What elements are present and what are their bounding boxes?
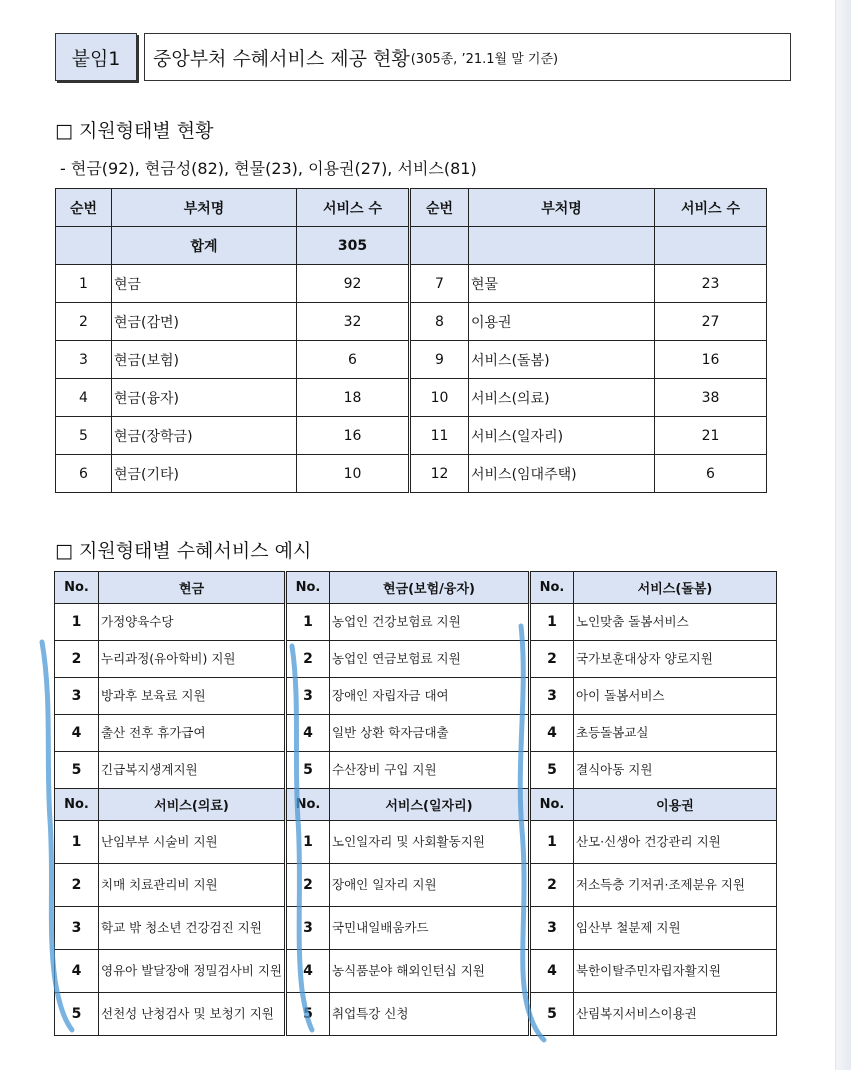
empty-cell [655,227,767,265]
row-number: 6 [56,455,112,493]
header-cell: 부처명 [469,189,655,227]
row-number: 5 [286,752,330,789]
row-number: 1 [55,604,99,641]
service-name: 농식품분야 해외인턴십 지원 [330,950,530,993]
header-cell: 서비스(일자리) [330,789,530,821]
row-number: 4 [55,715,99,752]
service-name: 취업특강 신청 [330,993,530,1036]
header-cell: No. [286,789,330,821]
row-type: 이용권 [469,303,655,341]
table-row [55,641,777,678]
service-name: 학교 밖 청소년 건강검진 지원 [99,907,286,950]
row-number: 4 [286,950,330,993]
service-name: 누리과정(유아학비) 지원 [99,641,286,678]
row-number: 2 [530,641,574,678]
page-scroll-edge [835,0,851,1070]
row-number: 2 [56,303,112,341]
service-name: 농업인 연금보험료 지원 [330,641,530,678]
table-row [55,715,777,752]
service-name: 산모·신생아 건강관리 지원 [574,821,777,864]
row-type: 현금(융자) [112,379,297,417]
row-count: 16 [297,417,410,455]
service-name: 임산부 철분제 지원 [574,907,777,950]
header-cell: 서비스(돌봄) [574,572,777,604]
row-number: 4 [530,950,574,993]
row-count: 21 [655,417,767,455]
header-cell: 현금(보험/융자) [330,572,530,604]
table-row [55,752,777,789]
service-name: 긴급복지생계지원 [99,752,286,789]
row-number: 4 [286,715,330,752]
row-count: 92 [297,265,410,303]
row-count: 32 [297,303,410,341]
row-type: 현물 [469,265,655,303]
header-cell: No. [530,789,574,821]
table-row [55,907,777,950]
row-number: 3 [286,678,330,715]
service-name: 장애인 일자리 지원 [330,864,530,907]
row-number: 1 [56,265,112,303]
row-number: 5 [530,993,574,1036]
service-name: 국민내일배움카드 [330,907,530,950]
section1-summary: - 현금(92), 현금성(82), 현물(23), 이용권(27), 서비스(81) [60,159,477,178]
total-row [56,227,767,265]
header-cell: 서비스 수 [297,189,410,227]
service-name: 노인일자리 및 사회활동지원 [330,821,530,864]
row-count: 27 [655,303,767,341]
row-count: 6 [655,455,767,493]
attachment-tag: 붙임1 [55,33,137,81]
header-cell: 순번 [56,189,112,227]
row-number: 2 [55,864,99,907]
service-name: 결식아동 지원 [574,752,777,789]
table-row [56,265,767,303]
table-row [55,950,777,993]
row-count: 10 [297,455,410,493]
row-type: 서비스(임대주택) [469,455,655,493]
table-row [56,303,767,341]
total-count: 305 [297,227,410,265]
table-row [56,341,767,379]
row-number: 12 [410,455,469,493]
table-row [55,993,777,1036]
service-name: 북한이탈주민자립자활지원 [574,950,777,993]
service-name: 저소득층 기저귀·조제분유 지원 [574,864,777,907]
empty-cell [469,227,655,265]
header-cell: 서비스 수 [655,189,767,227]
service-name: 장애인 자립자금 대여 [330,678,530,715]
row-number: 3 [55,907,99,950]
row-number: 1 [530,604,574,641]
row-type: 현금(감면) [112,303,297,341]
service-examples-table [54,571,777,1036]
row-number: 8 [410,303,469,341]
header-cell: No. [530,572,574,604]
row-number: 3 [286,907,330,950]
row-number: 1 [530,821,574,864]
row-number: 5 [55,752,99,789]
row-type: 현금 [112,265,297,303]
row-type: 현금(보험) [112,341,297,379]
table-row [56,455,767,493]
service-name: 가정양육수당 [99,604,286,641]
row-number: 3 [55,678,99,715]
service-name: 영유아 발달장애 정밀검사비 지원 [99,950,286,993]
row-type: 현금(장학금) [112,417,297,455]
row-count: 6 [297,341,410,379]
service-name: 아이 돌봄서비스 [574,678,777,715]
row-number: 2 [286,864,330,907]
row-number: 3 [56,341,112,379]
header-cell: 순번 [410,189,469,227]
header [55,33,791,81]
row-number: 1 [286,821,330,864]
row-number: 7 [410,265,469,303]
row-number: 2 [530,864,574,907]
service-name: 국가보훈대상자 양로지원 [574,641,777,678]
row-number: 2 [286,641,330,678]
row-type: 서비스(돌봄) [469,341,655,379]
header-cell: 이용권 [574,789,777,821]
row-type: 현금(기타) [112,455,297,493]
table-row [56,379,767,417]
row-number: 1 [286,604,330,641]
table-header-row [55,572,777,604]
page-title [144,33,791,81]
section1-title: □ 지원형태별 현황 [55,120,214,142]
service-name: 치매 치료관리비 지원 [99,864,286,907]
service-name: 초등돌봄교실 [574,715,777,752]
title-subtitle: (305종, ’21.1월 말 기준) [410,51,559,67]
row-count: 38 [655,379,767,417]
service-name: 농업인 건강보험료 지원 [330,604,530,641]
service-name: 출산 전후 휴가급여 [99,715,286,752]
header-cell: No. [286,572,330,604]
table-header-row [56,189,767,227]
row-number: 1 [55,821,99,864]
row-count: 23 [655,265,767,303]
header-cell: 부처명 [112,189,297,227]
row-number: 4 [56,379,112,417]
row-number: 5 [55,993,99,1036]
row-number: 4 [530,715,574,752]
service-name: 선천성 난청검사 및 보청기 지원 [99,993,286,1036]
service-name: 방과후 보육료 지원 [99,678,286,715]
row-count: 16 [655,341,767,379]
total-label: 합계 [112,227,297,265]
table-header-row [55,789,777,821]
table-row [55,678,777,715]
table-row [56,417,767,455]
row-number: 4 [55,950,99,993]
header-cell: 현금 [99,572,286,604]
service-name: 노인맞춤 돌봄서비스 [574,604,777,641]
support-type-table [55,188,767,493]
row-number: 9 [410,341,469,379]
row-type: 서비스(의료) [469,379,655,417]
empty-cell [410,227,469,265]
row-number: 3 [530,678,574,715]
table-row [55,604,777,641]
row-number: 2 [55,641,99,678]
row-type: 서비스(일자리) [469,417,655,455]
row-number: 5 [530,752,574,789]
empty-cell [56,227,112,265]
header-cell: 서비스(의료) [99,789,286,821]
row-count: 18 [297,379,410,417]
service-name: 일반 상환 학자금대출 [330,715,530,752]
row-number: 5 [286,993,330,1036]
row-number: 10 [410,379,469,417]
row-number: 3 [530,907,574,950]
header-cell: No. [55,572,99,604]
service-name: 수산장비 구입 지원 [330,752,530,789]
section2-title: □ 지원형태별 수혜서비스 예시 [55,540,312,562]
title-main: 중앙부처 수혜서비스 제공 현황 [153,47,410,70]
row-number: 5 [56,417,112,455]
table-row [55,821,777,864]
service-name: 산림복지서비스이용권 [574,993,777,1036]
table-row [55,864,777,907]
header-cell: No. [55,789,99,821]
row-number: 11 [410,417,469,455]
service-name: 난임부부 시술비 지원 [99,821,286,864]
